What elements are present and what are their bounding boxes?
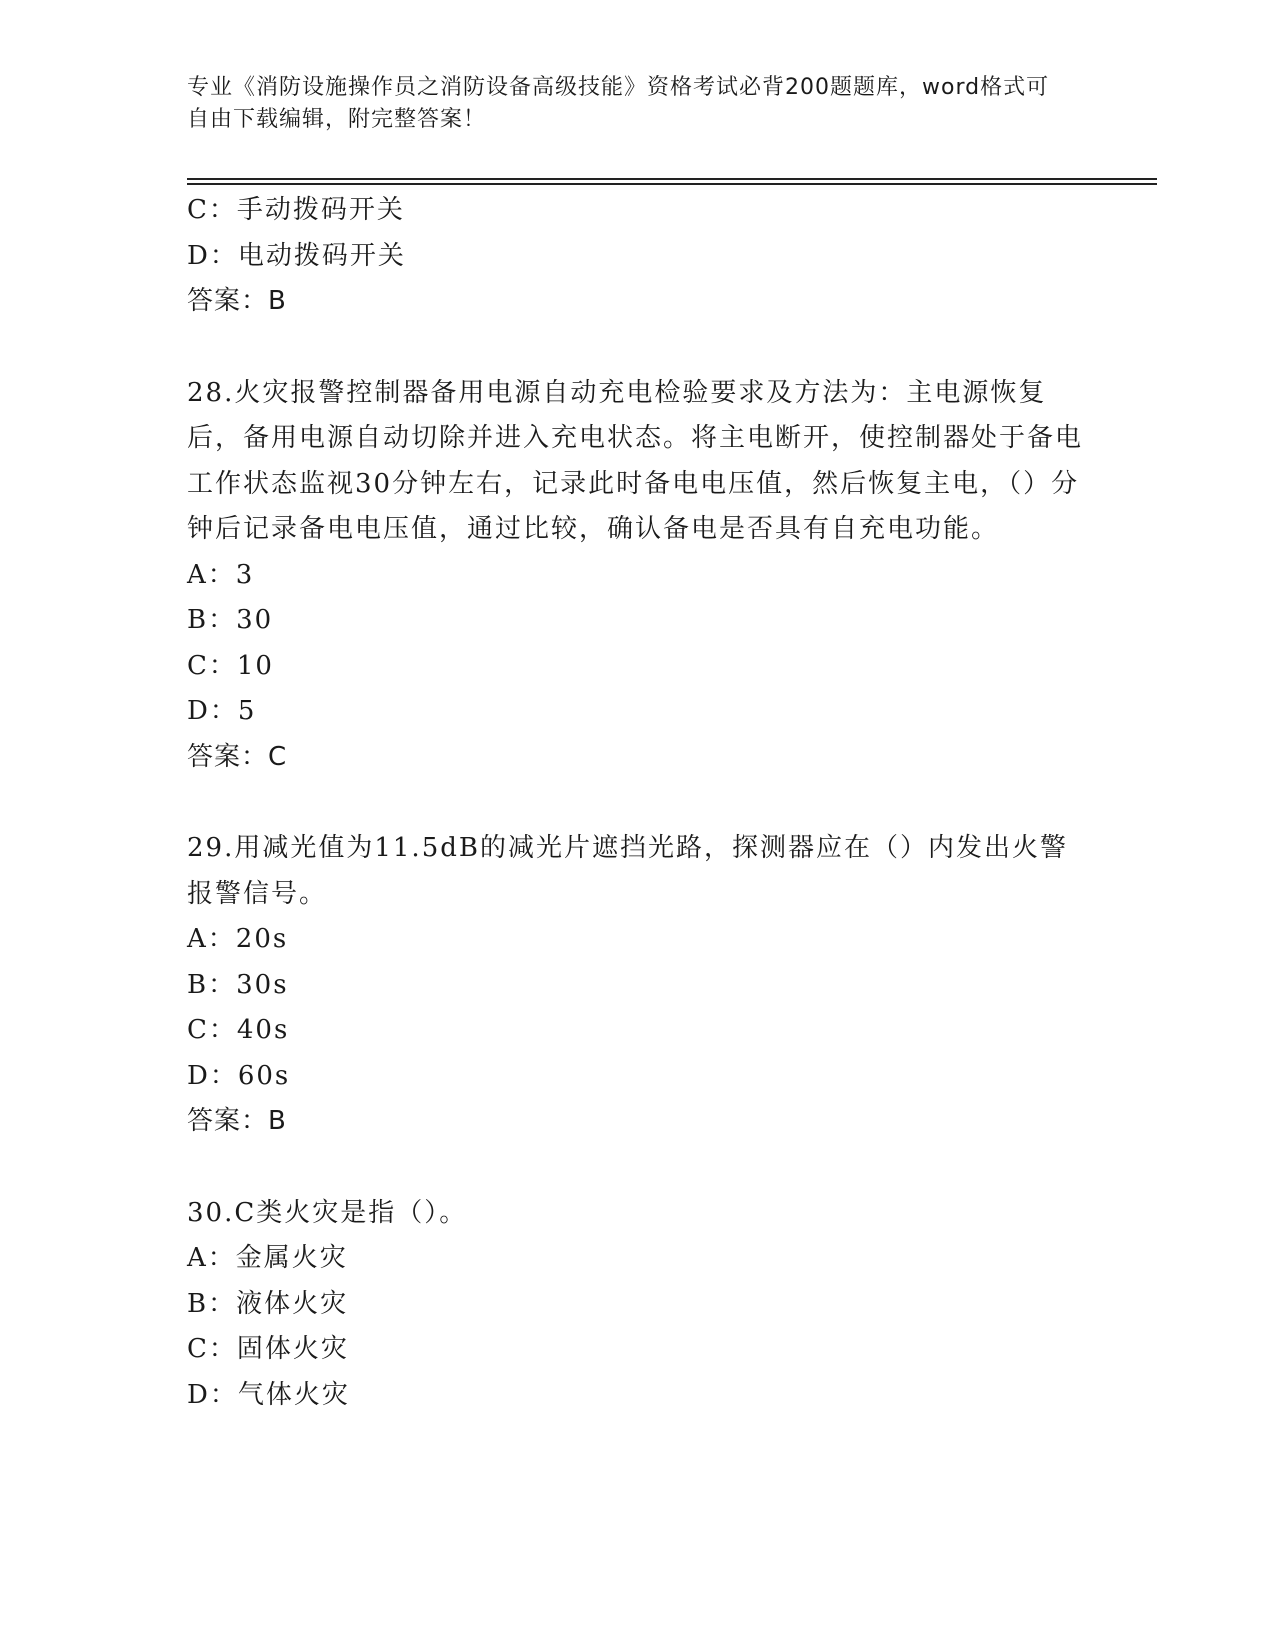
option-d: D：5	[187, 696, 257, 726]
option-a: A：20s	[187, 924, 289, 954]
question-text: 29.用减光值为11.5dB的减光片遮挡光路，探测器应在（）内发出火警报警信号。	[187, 833, 1068, 909]
question-29	[187, 826, 1087, 1145]
option-d: D：电动拨码开关	[187, 240, 406, 271]
option-b: B：30s	[187, 969, 289, 1000]
option-c: C：固体火灾	[187, 1334, 349, 1364]
answer-line: 答案：B	[187, 286, 287, 316]
document-header: 专业《消防设施操作员之消防设备高级技能》资格考试必背200题题库，word格式可自由下载编辑，附完整答案！	[187, 75, 1050, 132]
question-content	[187, 188, 1087, 1418]
answer-line: 答案：B	[187, 1106, 287, 1136]
option-c: C：手动拨码开关	[187, 195, 405, 225]
question-30	[187, 1191, 1087, 1419]
option-a: A：金属火灾	[187, 1243, 348, 1273]
question-text: 28.火灾报警控制器备用电源自动充电检验要求及方法为：主电源恢复后，备用电源自动切除并进入充电状态。将主电断开，使控制器处于备电工作状态监视30分钟左右，记录此时备电电压值，然后恢复主电，（）分钟后记录备电电压值，通过比较，确认备电是否具有自充电功能。	[187, 377, 1084, 544]
option-d: D：气体火灾	[187, 1379, 350, 1410]
question-text: 30.C类火灾是指（）。	[187, 1197, 468, 1228]
option-d: D：60s	[187, 1060, 291, 1091]
answer-line: 答案：C	[187, 741, 288, 772]
spacer	[187, 1145, 1087, 1191]
option-b: B：30	[187, 605, 274, 635]
option-c: C：10	[187, 650, 274, 681]
header-divider-bottom	[187, 183, 1157, 185]
option-c: C：40s	[187, 1015, 290, 1045]
previous-question	[187, 188, 1087, 325]
option-b: B：液体火灾	[187, 1288, 349, 1319]
option-a: A：3	[187, 559, 255, 590]
question-28	[187, 371, 1087, 781]
spacer	[187, 325, 1087, 371]
spacer	[187, 780, 1087, 826]
header-divider-top	[187, 178, 1157, 180]
